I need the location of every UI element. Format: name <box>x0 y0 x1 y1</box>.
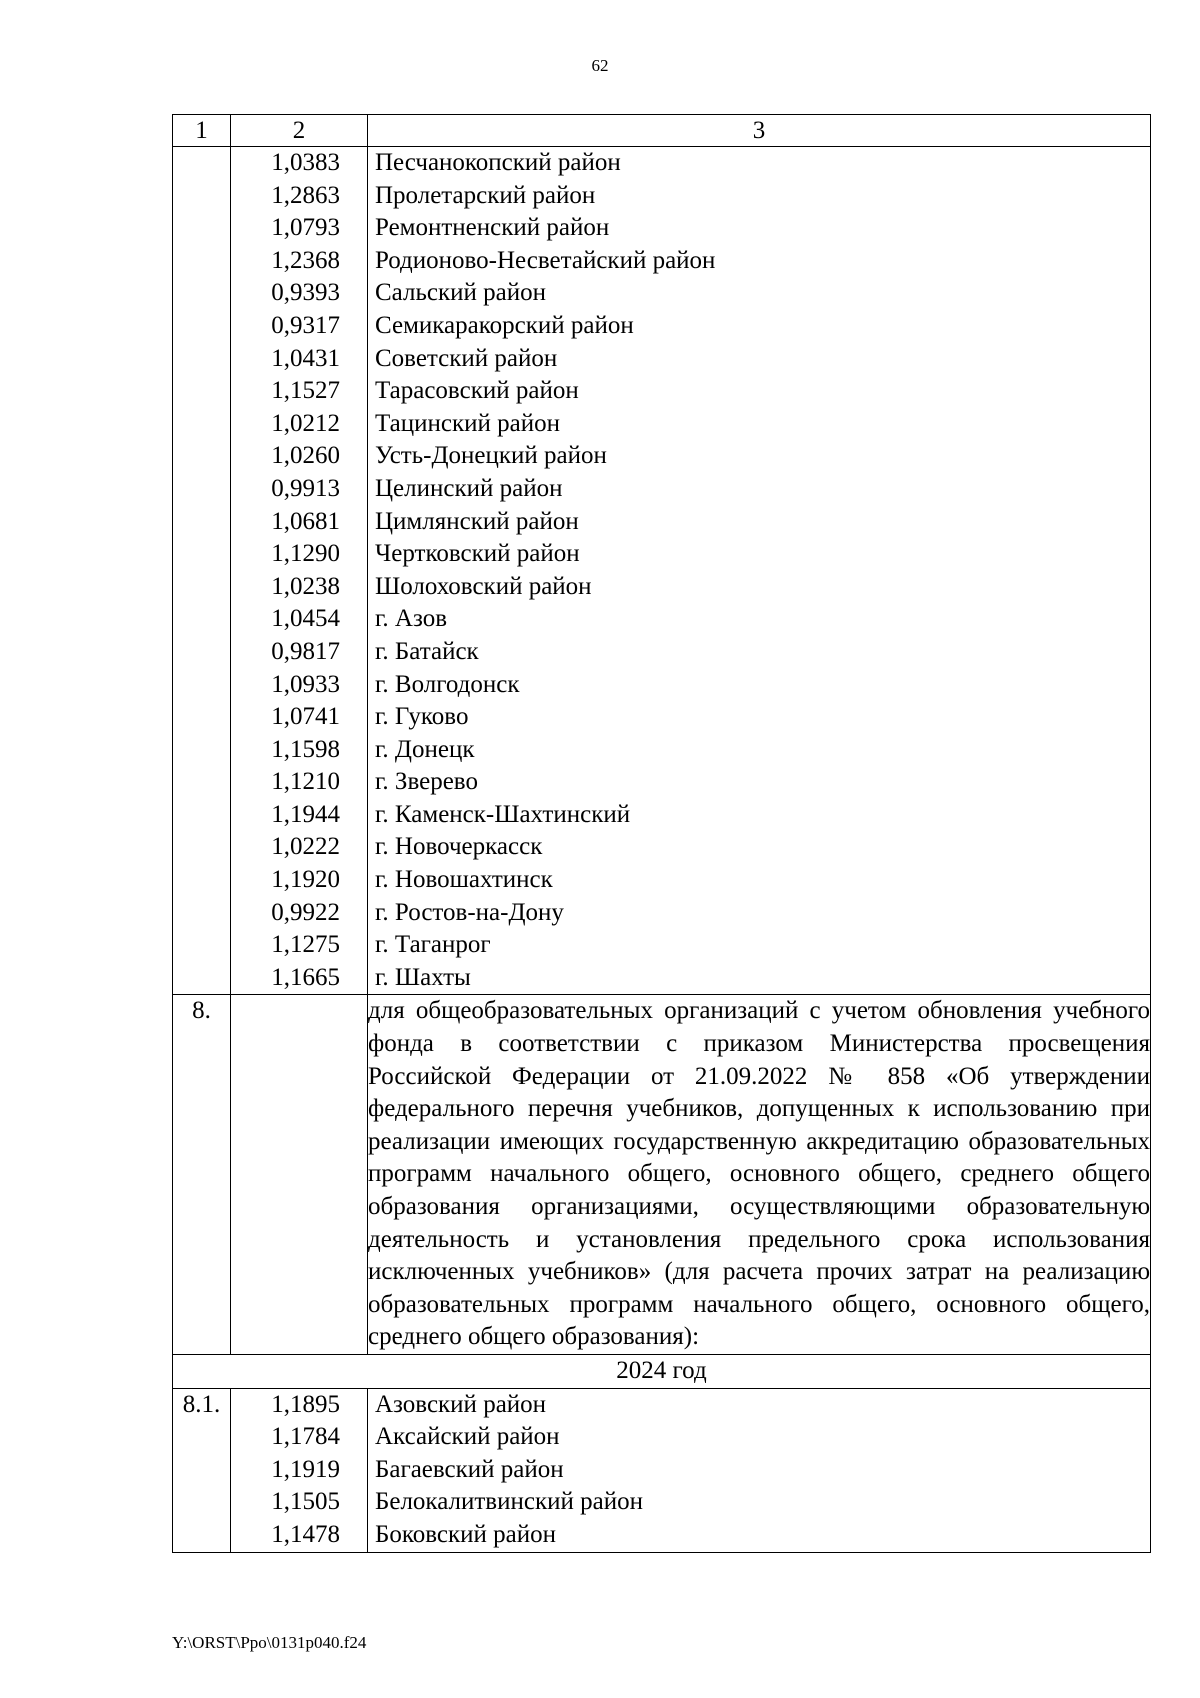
page-number: 62 <box>591 56 609 75</box>
municipality-name: Аксайский район <box>375 1423 560 1451</box>
year-row <box>173 1354 1151 1388</box>
coefficient-value: 1,0431 <box>271 344 340 372</box>
coefficient-value: 1,0793 <box>271 214 340 242</box>
municipality-name: г. Гуково <box>375 703 469 731</box>
coefficient-value: 0,9913 <box>271 474 340 502</box>
coefficient-value: 1,0933 <box>271 670 340 698</box>
item-8-row <box>173 995 1151 1355</box>
municipality-name: Советский район <box>375 344 558 372</box>
coefficient-value: 0,9317 <box>271 311 340 339</box>
coefficient-value: 1,1784 <box>271 1423 340 1451</box>
header-col-3: 3 <box>368 115 1151 147</box>
municipality-name: г. Зверево <box>375 768 478 796</box>
municipality-name: Семикаракорский район <box>375 311 634 339</box>
footer-file-path: Y:\ORST\Ppo\0131p040.f24 <box>172 1633 367 1652</box>
coefficient-value: 1,1527 <box>271 377 340 405</box>
item-8-value <box>231 995 368 1355</box>
header-col-2: 2 <box>231 115 368 147</box>
municipality-name: Цимлянский район <box>375 507 579 535</box>
coefficient-value: 1,0260 <box>271 442 340 470</box>
coefficient-value: 1,0212 <box>271 409 340 437</box>
header-col-1: 1 <box>173 115 231 147</box>
item-8-index: 8. <box>173 995 231 1355</box>
municipality-name: г. Донецк <box>375 735 475 763</box>
item-8-1-index: 8.1. <box>173 1388 231 1552</box>
coefficients-table <box>172 114 1151 1553</box>
municipality-name: г. Таганрог <box>375 931 491 959</box>
municipality-name: г. Каменск-Шахтинский <box>375 800 631 828</box>
municipality-name: г. Новочеркасск <box>375 833 543 861</box>
item-8-1-values <box>231 1388 368 1552</box>
municipality-name: Родионово-Несветайский район <box>375 246 716 274</box>
coefficient-value: 1,1919 <box>271 1455 340 1483</box>
municipality-name: Тарасовский район <box>375 377 579 405</box>
coefficient-value: 1,0681 <box>271 507 340 535</box>
year-label: 2024 год <box>173 1354 1151 1388</box>
coefficient-value: 1,0238 <box>271 572 340 600</box>
coefficient-value: 1,0454 <box>271 605 340 633</box>
municipality-name: Сальский район <box>375 279 546 307</box>
municipality-name: г. Волгодонск <box>375 670 520 698</box>
block-a-names <box>368 147 1151 995</box>
coefficient-value: 0,9393 <box>271 279 340 307</box>
coefficient-value: 0,9817 <box>271 637 340 665</box>
coefficient-value: 1,0383 <box>271 149 340 176</box>
coefficient-value: 1,1895 <box>271 1390 340 1418</box>
municipality-name: г. Ростов-на-Дону <box>375 898 564 926</box>
item-8-1-row <box>173 1388 1151 1552</box>
municipality-name: Боковский район <box>375 1520 556 1548</box>
municipality-name: г. Азов <box>375 605 448 633</box>
table-header-row <box>173 115 1151 147</box>
municipality-name: Целинский район <box>375 474 563 502</box>
municipality-name: г. Новошахтинск <box>375 866 553 894</box>
coefficient-value: 1,1944 <box>271 800 340 828</box>
coefficient-value: 1,1665 <box>271 963 340 991</box>
coefficient-value: 1,1210 <box>271 768 340 796</box>
municipality-name: Чертковский район <box>375 540 580 568</box>
coefficient-value: 1,0741 <box>271 703 340 731</box>
coefficient-value: 1,2368 <box>271 246 340 274</box>
block-a-values <box>231 147 368 995</box>
coefficient-value: 1,1598 <box>271 735 340 763</box>
coefficient-value: 1,0222 <box>271 833 340 861</box>
coefficient-value: 1,1505 <box>271 1488 340 1516</box>
municipality-name: Азовский район <box>375 1390 547 1418</box>
item-8-text-cell <box>368 995 1151 1355</box>
municipality-name: Тацинский район <box>375 409 560 437</box>
block-a-row <box>173 147 1151 995</box>
municipality-name: Песчанокопский район <box>375 149 621 176</box>
block-a-index <box>173 147 231 995</box>
municipality-name: Белокалитвинский район <box>375 1488 643 1516</box>
coefficient-value: 1,1290 <box>271 540 340 568</box>
coefficient-value: 0,9922 <box>271 898 340 926</box>
coefficient-value: 1,2863 <box>271 181 340 209</box>
municipality-name: г. Шахты <box>375 963 471 991</box>
item-8-text: для общеобразовательных организаций с учетом обновления учебного фонда в соответствии с приказом Министерства просвещения Российской Федерации от 21.09.2022 № 858 «Об утверждении федерального перечня учебников, допущенных к использованию при реализации имеющих государственную аккредитацию образовательных программ начального общего, основного общего, среднего общего образования организациями, осуществляющими образовательную деятельность и установления предельного срока использования исключенных учебников» (для расчета прочих затрат на реализацию образовательных программ начального общего, основного общего, среднего общего образования): <box>368 997 1150 1351</box>
municipality-name: Шолоховский район <box>375 572 592 600</box>
municipality-name: Пролетарский район <box>375 181 596 209</box>
coefficient-value: 1,1275 <box>271 931 340 959</box>
municipality-name: г. Батайск <box>375 637 479 665</box>
municipality-name: Багаевский район <box>375 1455 564 1483</box>
municipality-name: Ремонтненский район <box>375 214 610 242</box>
coefficient-value: 1,1478 <box>271 1520 340 1548</box>
item-8-1-names <box>368 1388 1151 1552</box>
coefficient-value: 1,1920 <box>271 866 340 894</box>
municipality-name: Усть-Донецкий район <box>375 442 607 470</box>
